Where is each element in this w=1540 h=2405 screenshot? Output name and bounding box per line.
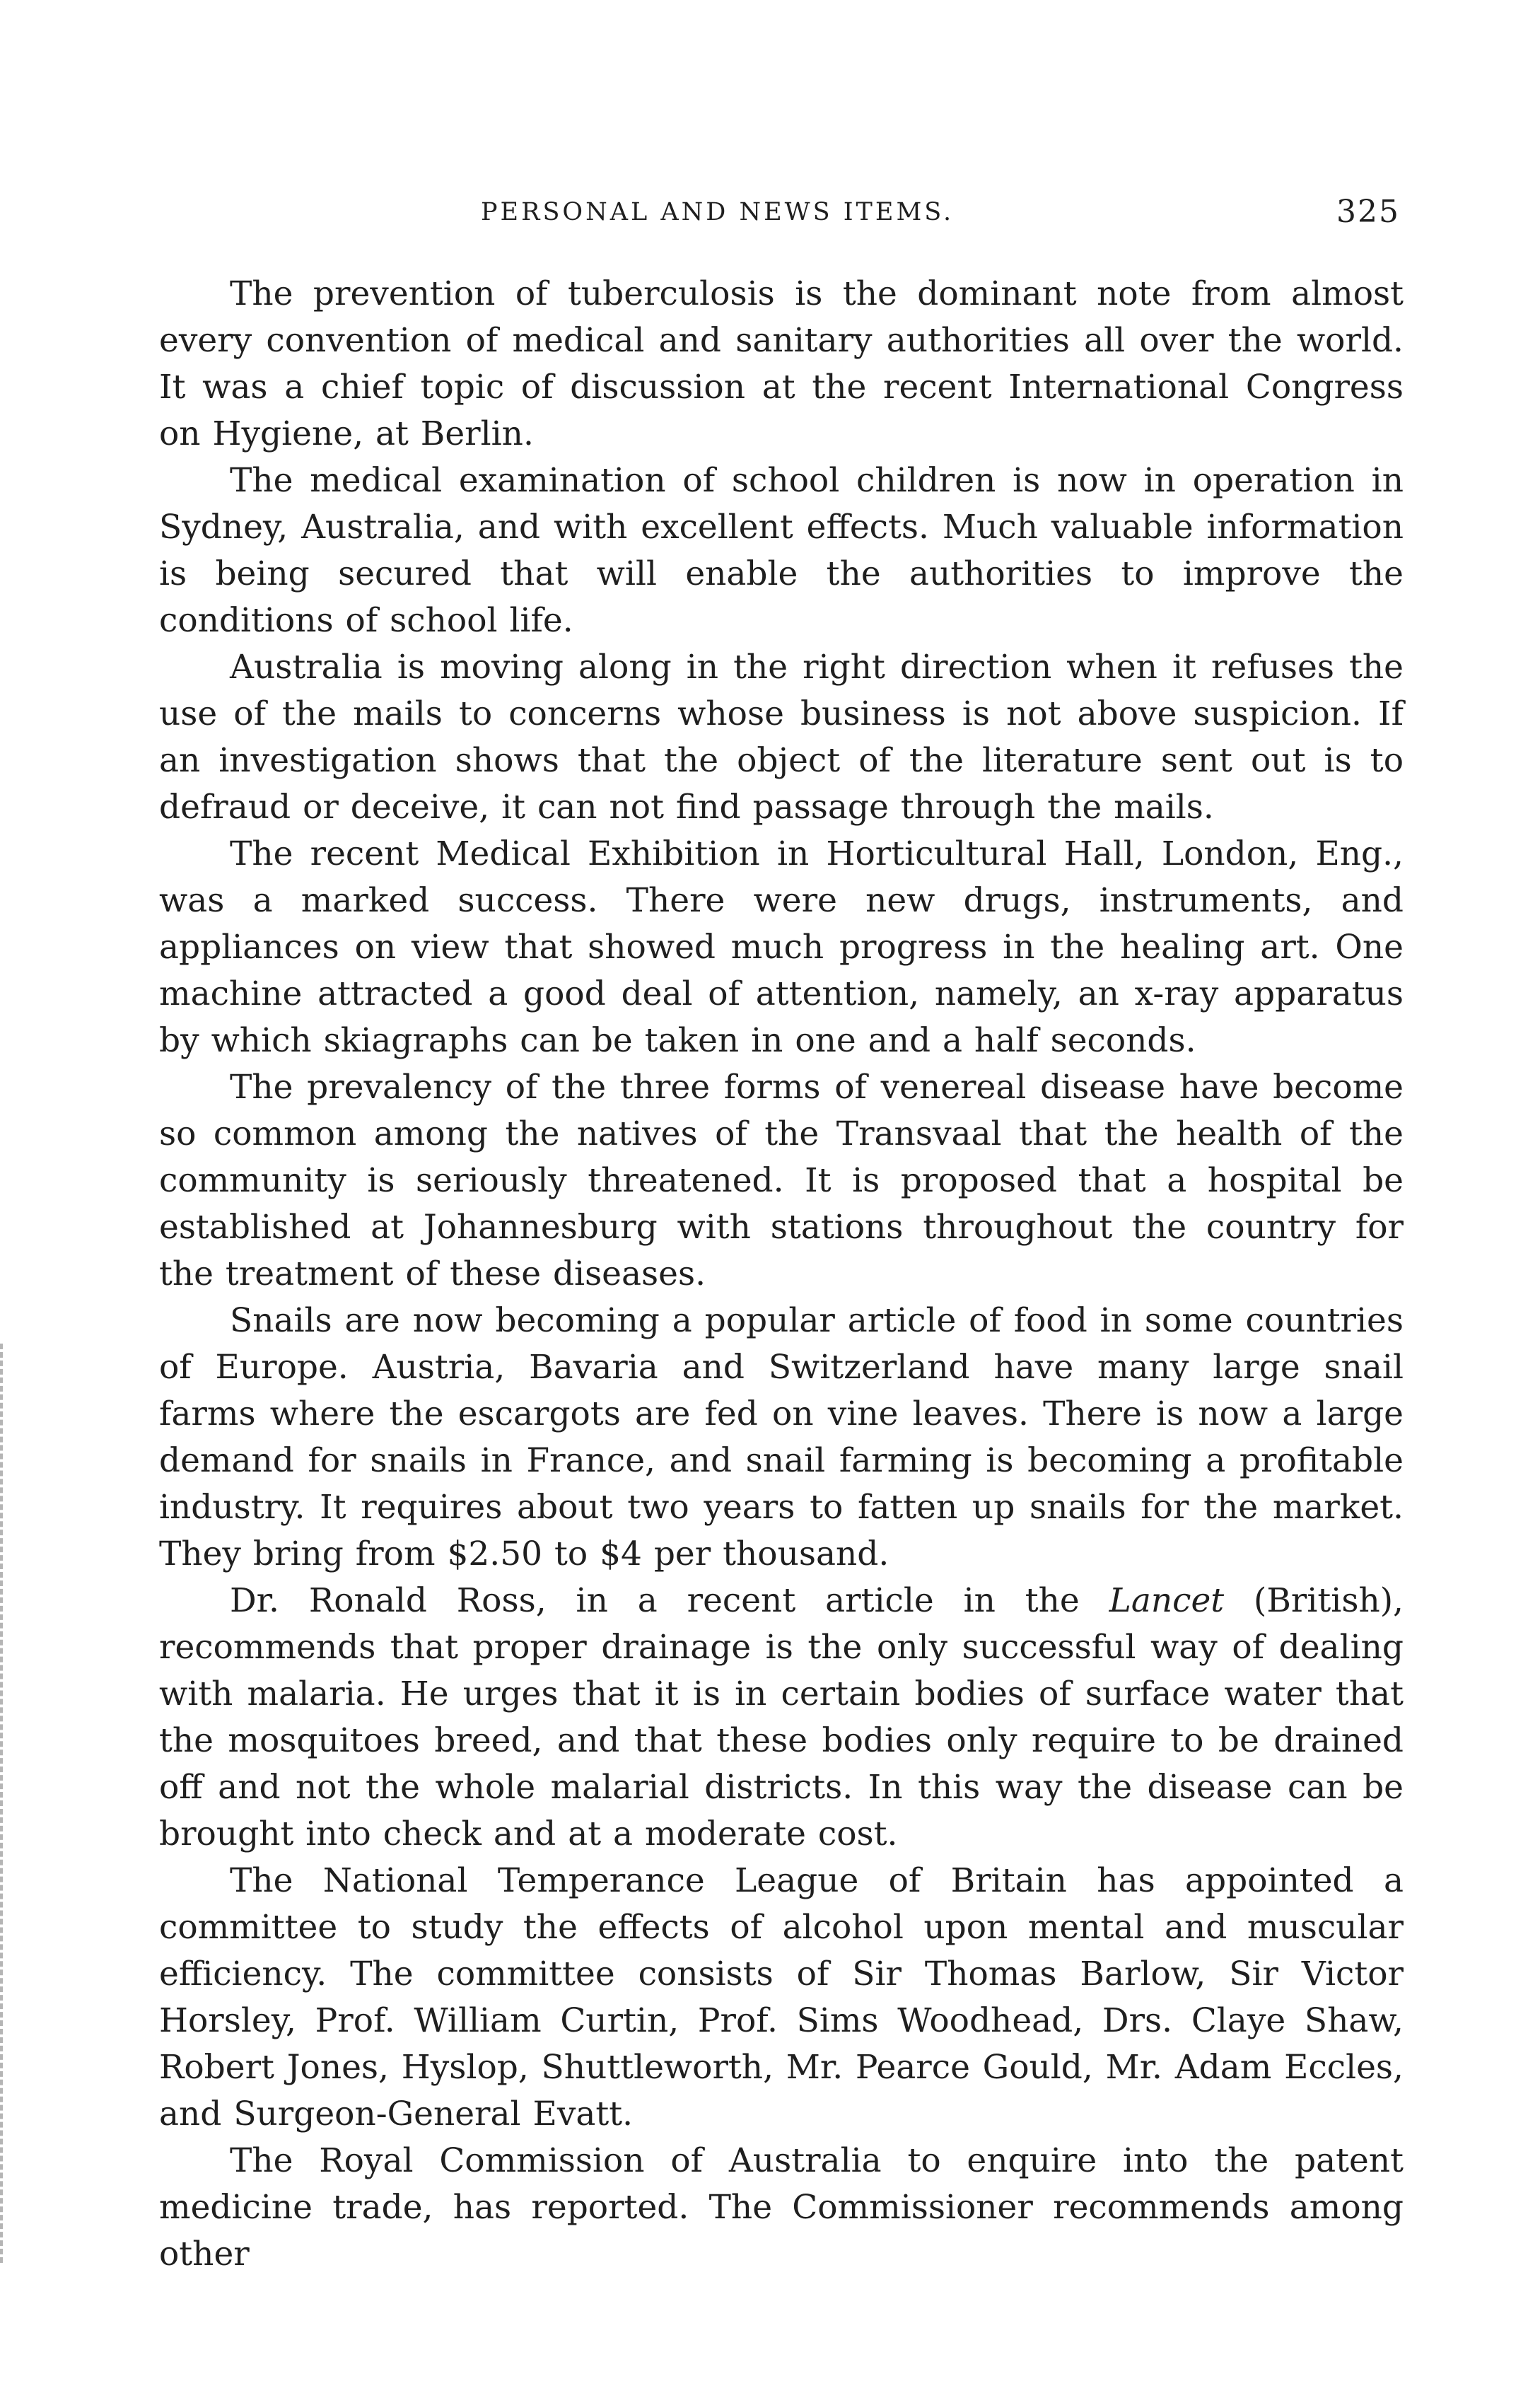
page-number: 325	[1336, 194, 1400, 230]
paragraph-royal-commission: The Royal Commission of Australia to enquire into the patent medicine trade, has reported. The Commissioner recommends among other	[159, 2141, 1404, 2273]
paragraph-malaria	[159, 1578, 1404, 1858]
paragraph-mails: Australia is moving along in the right direction when it refuses the use of the mails to concerns whose business is not above suspicion. If an investigation shows that the object of the literature sent out is to defraud or deceive, it can not find passage through the mails.	[159, 648, 1404, 827]
paragraph-tuberculosis: The prevention of tuberculosis is the dominant note from almost every convention of medical and sanitary authorities all over the world. It was a chief topic of discussion at the recent International Congress on Hygiene, at Berlin.	[159, 274, 1404, 453]
malaria-text-before: Dr. Ronald Ross, in a recent article in the	[230, 1581, 1109, 1620]
scan-edge-mark	[0, 1344, 13, 2263]
paragraph-transvaal: The prevalency of the three forms of venereal disease have become so common among the natives of the Transvaal that the health of the community is seriously threatened. It is proposed that a hospital be established at Johannesburg with stations throughout the country for the treatment of these diseases.	[159, 1068, 1404, 1293]
body-text	[159, 271, 1404, 2278]
malaria-text-after: (British), recommends that proper drainage is the only successful way of dealing with malaria. He urges that it is in certain bodies of surface water that the mosquitoes breed, and that these bodies only require to be drained off and not the whole malarial districts. In this way the disease can be brought into check and at a moderate cost.	[159, 1581, 1404, 1853]
running-head	[226, 191, 1400, 240]
paragraph-medical-exhibition: The recent Medical Exhibition in Horticultural Hall, London, Eng., was a marked success. There were new drugs, instruments, and appliances on view that showed much progress in the healing art. One machine attracted a good deal of attention, namely, an x-ray apparatus by which skiagraphs can be taken in one and a half seconds.	[159, 834, 1404, 1060]
paragraph-snails: Snails are now becoming a popular article of food in some countries of Europe. Austria, Bavaria and Switzerland have many large snail farms where the escargots are fed on vine leaves. There is now a large demand for snails in France, and snail farming is becoming a profitable industry. It requires about two years to fatten up snails for the market. They bring from $2.50 to $4 per thousand.	[159, 1301, 1404, 1573]
paragraph-temperance-league: The National Temperance League of Britain has appointed a committee to study the effects of alcohol upon mental and muscular efficiency. The committee consists of Sir Thomas Barlow, Sir Victor Horsley, Prof. William Curtin, Prof. Sims Woodhead, Drs. Claye Shaw, Robert Jones, Hyslop, Shuttleworth, Mr. Pearce Gould, Mr. Adam Eccles, and Surgeon-General Evatt.	[159, 1861, 1404, 2133]
paragraph-school-examination: The medical examination of school children is now in operation in Sydney, Australia, and with excellent effects. Much valuable information is being secured that will enable the authorities to improve the conditions of school life.	[159, 461, 1404, 640]
journal-title: Lancet	[1109, 1581, 1225, 1620]
running-head-title: PERSONAL AND NEWS ITEMS.	[481, 198, 955, 226]
